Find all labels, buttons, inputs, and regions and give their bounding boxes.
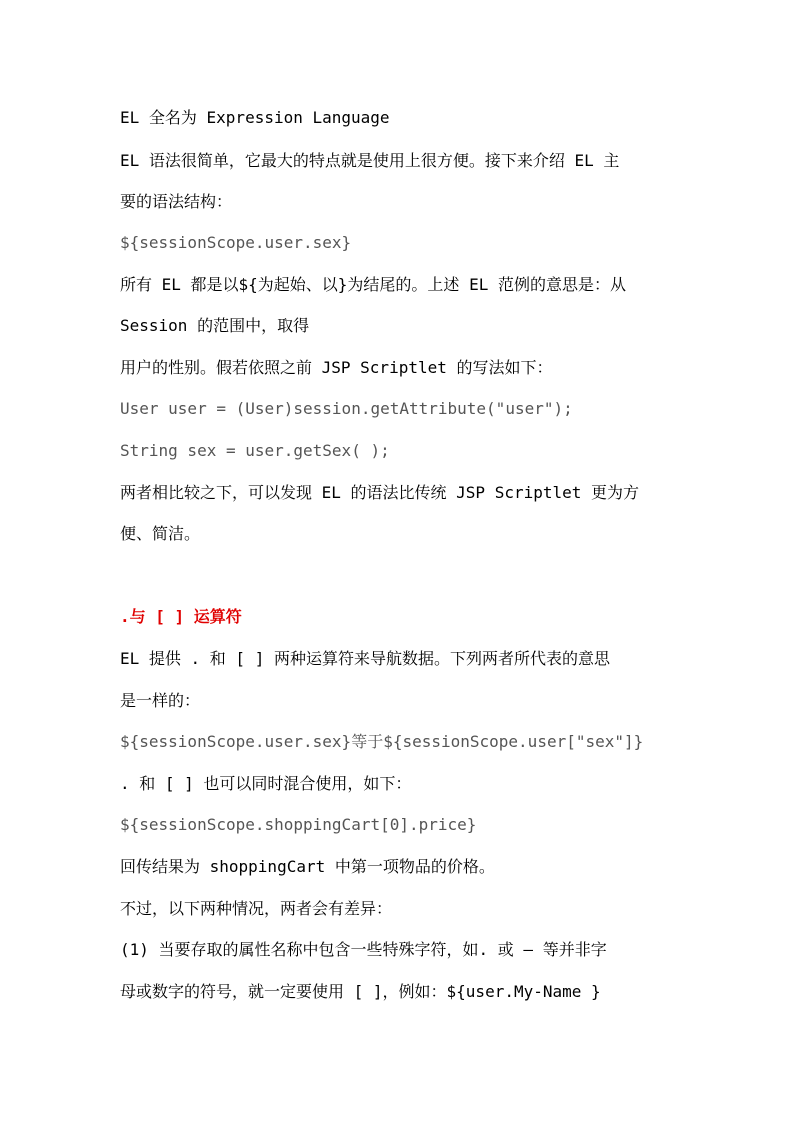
paragraph-line: 母或数字的符号，就一定要使用 [ ]，例如：${user.My-Name } [120, 982, 601, 1001]
paragraph-line: 便、简洁。 [120, 524, 201, 543]
code-line: ${sessionScope.shoppingCart[0].price} [120, 815, 477, 834]
paragraph-line: EL 全名为 Expression Language [120, 108, 390, 127]
paragraph-line: 回传结果为 shoppingCart 中第一项物品的价格。 [120, 857, 495, 876]
code-line: ${sessionScope.user.sex}等于${sessionScope.user["sex"]} [120, 732, 644, 751]
paragraph-line: 要的语法结构： [120, 192, 233, 211]
paragraph-line: 用户的性别。假若依照之前 JSP Scriptlet 的写法如下： [120, 358, 553, 377]
paragraph-line: 不过，以下两种情况，两者会有差异： [120, 899, 393, 918]
paragraph-line: 所有 EL 都是以${为起始、以}为结尾的。上述 EL 范例的意思是：从 [120, 275, 626, 294]
section-heading: .与 [ ] 运算符 [120, 607, 242, 626]
paragraph-line: 是一样的： [120, 691, 201, 710]
code-line: User user = (User)session.getAttribute("user"); [120, 399, 573, 418]
paragraph-line: EL 语法很简单，它最大的特点就是使用上很方便。接下来介绍 EL 主 [120, 151, 620, 170]
paragraph-line: Session 的范围中，取得 [120, 316, 310, 335]
paragraph-line: EL 提供 . 和 [ ] 两种运算符来导航数据。下列两者所代表的意思 [120, 649, 610, 668]
code-line: String sex = user.getSex( ); [120, 441, 390, 460]
paragraph-line: . 和 [ ] 也可以同时混合使用，如下： [120, 774, 412, 793]
code-line: ${sessionScope.user.sex} [120, 233, 352, 252]
paragraph-line: 两者相比较之下，可以发现 EL 的语法比传统 JSP Scriptlet 更为方 [120, 483, 640, 502]
paragraph-line: (1) 当要存取的属性名称中包含一些特殊字符，如. 或 – 等并非字 [120, 940, 607, 959]
